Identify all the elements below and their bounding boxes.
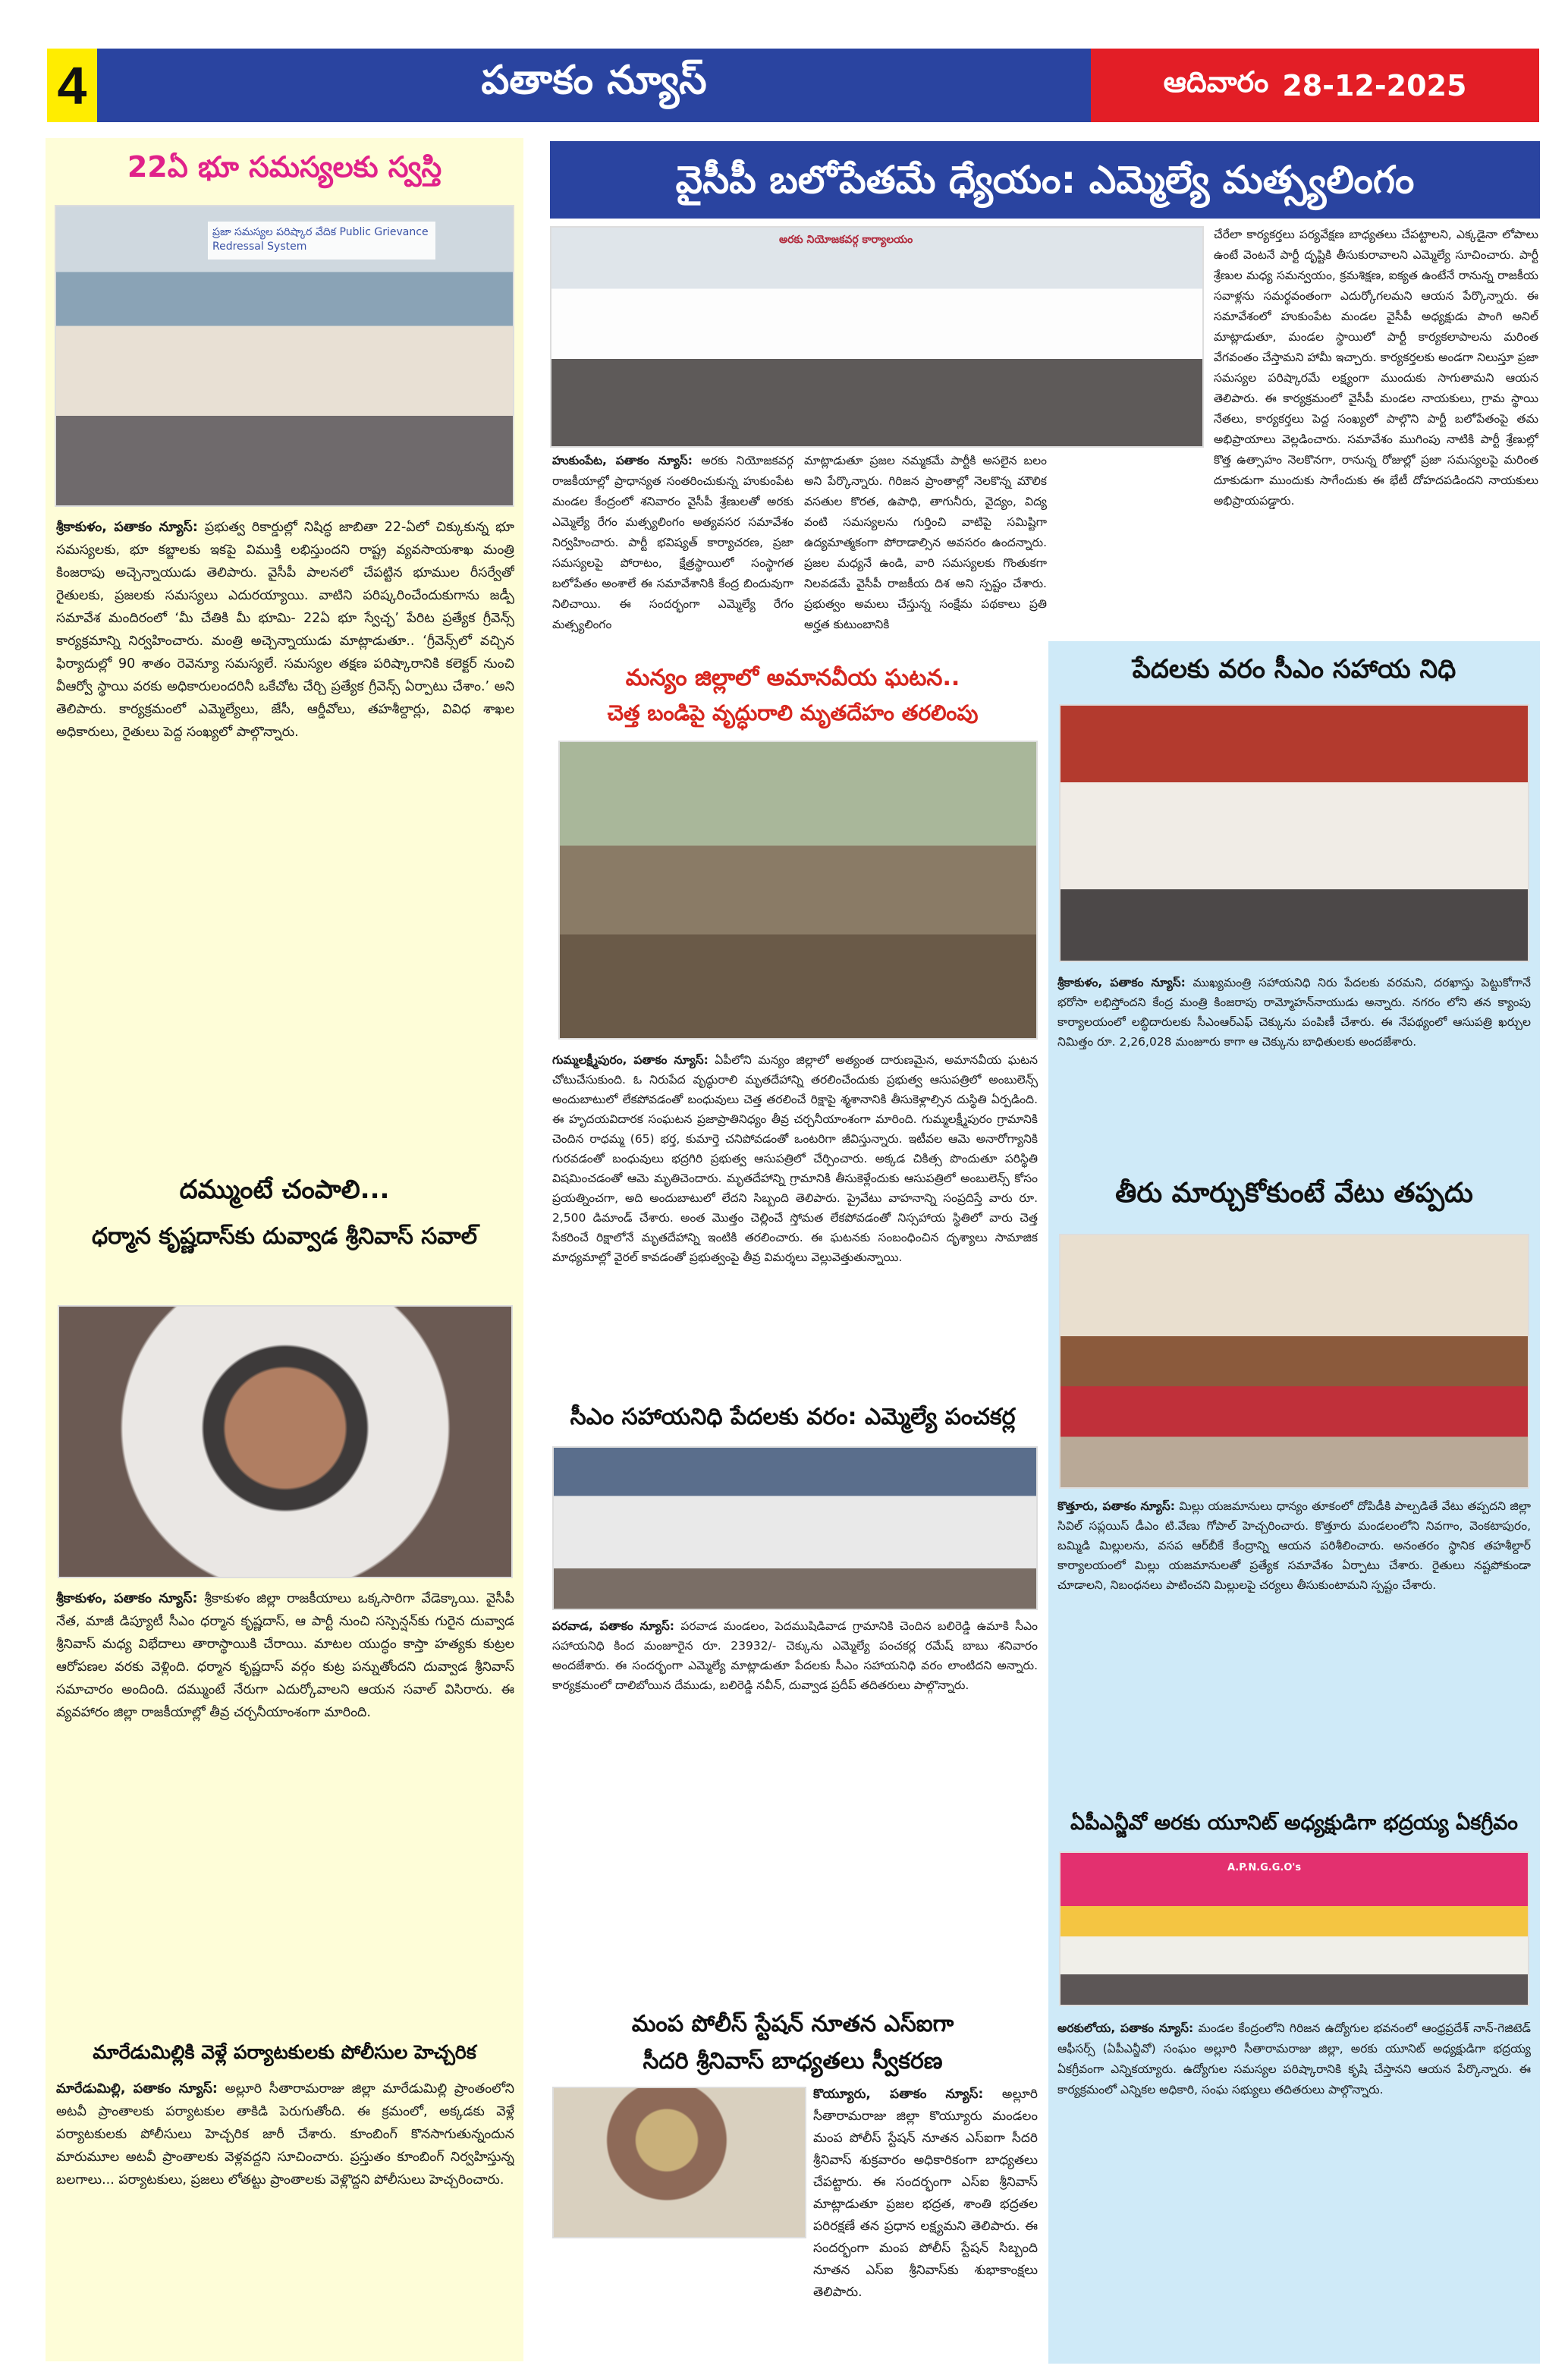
- headline-manyam-1: మన్యం జిల్లాలో అమానవీయ ఘటన..: [625, 665, 960, 692]
- article-text: పరవాడ మండలం, పెదముషిడివాడ గ్రామానికి చెందిన బలిరెడ్డి ఉమాకి సీఎం సహాయనిధి కింద మంజూరైన రూ. 23932/- చెక్కును ఎమ్మెల్యే పంచకర్ల రమేష్ బాబు శనివారం అందజేశారు. ఈ సందర్భంగా ఎమ్మెల్యే మాట్లాడుతూ పేదలకు సీఎం సహాయనిధి వరం లాంటిదని అన్నారు. కార్యక్రమంలో దాలిబోయిన దేముడు, బలిరెడ్డి నవీన్, దువ్వాడ ప్రదీప్ తదితరులు పాల్గొన్నారు.: [552, 1619, 1038, 1692]
- photo-duvvada-srinivas: [58, 1305, 513, 1578]
- photo-si-srinivas: [552, 2087, 806, 2238]
- headline-dharmana: ధర్మాన కృష్ణదాస్‌కు దువ్వాడ శ్రీనివాస్ సవాల్: [91, 1223, 477, 1250]
- newspaper-name: పతాకం న్యూస్: [481, 58, 707, 103]
- article-pedalaku-body: [1057, 973, 1531, 1162]
- article-text: అల్లూరి సీతారామరాజు జిల్లా మారేడుమిల్లి ప్రాంతంలోని అటవీ ప్రాంతాలకు పర్యాటకుల తాకిడి పెరుగుతోంది. ఈ క్రమంలో, అక్కడకు వెళ్లే పర్యాటకులకు పోలీసులు హెచ్చరిక జారీ చేశారు. కూంబింగ్ కొనసాగుతున్నందున మారుమూల అటవీ ప్రాంతాలకు వెళ్లవద్దని సూచించారు. ప్రస్తుతం కూంబింగ్ నిర్వహిస్తున్న బలగాలు... పర్యాటకులు, ప్రజలు లోతట్టు ప్రాంతాలకు వెళ్లొద్దని పోలీసులు హెచ్చరించారు.: [56, 2081, 514, 2188]
- article-manyam-body: [552, 1050, 1038, 1392]
- dateline: శ్రీకాకుళం, పతాకం న్యూస్:: [1057, 976, 1186, 989]
- article-22a-body: [56, 516, 514, 1161]
- article-cmrf-body: [552, 1616, 1038, 2003]
- article-text: ఏపీలోని మన్యం జిల్లాలో అత్యంత దారుణమైన, అమానవీయ ఘటన చోటుచేసుకుంది. ఓ నిరుపేద వృద్ధురాలి మృతదేహాన్ని తరలించేందుకు ప్రభుత్వ ఆసుపత్రిలో అంబులెన్స్ అందుబాటులో లేకపోవడంతో బంధువులు చెత్త తరలించే రిక్షాపై శ్మశానానికి తీసుకెళ్లాల్సిన దుస్థితి ఏర్పడింది. ఈ హృదయవిదారక సంఘటన ప్రజాప్రాతినిధ్యం తీవ్ర చర్చనీయాంశంగా మారింది. గుమ్మలక్ష్మీపురం గ్రామానికి చెందిన రాధమ్మ (65) భర్త, కుమార్తె చనిపోవడంతో ఒంటరిగా జీవిస్తున్నారు. ఇటీవల ఆమె అనారోగ్యానికి గురవడంతో బంధువులు భద్రగిరి ప్రభుత్వ ఆసుపత్రిలో చేర్పించారు. అక్కడ చికిత్స పొందుతూ పరిస్థితి విషమించడంతో ఆమె మృతిచెందారు. మృతదేహాన్ని గ్రామానికి తీసుకెళ్లేందుకు ఆసుపత్రిలో అంబులెన్స్ కోసం ప్రయత్నించగా, అది అందుబాటులో లేదని సిబ్బంది తెలిపారు. ప్రైవేటు వాహనాన్ని సంప్రదిస్తే వారు రూ. 2,500 డిమాండ్ చేశారు. అంత మొత్తం చెల్లించే స్తోమత లేకపోవడంతో నిస్సహాయ స్థితిలో వారు చెత్త సేకరించే రిక్షాలోనే మృతదేహాన్ని ఇంటికి తరలించారు. ఈ ఘటనకు సంబంధించిన దృశ్యాలు సామాజిక మాధ్యమాల్లో వైరల్ కావడంతో ప్రభుత్వంపై తీవ్ర విమర్శలు వెల్లువెత్తుతున్నాయి.: [552, 1053, 1038, 1264]
- day-label: ఆదివారం: [1163, 64, 1269, 99]
- photo-mill-owners-meeting: [1059, 1234, 1529, 1489]
- dateline: అరకులోయ, పతాకం న్యూస్:: [1057, 2021, 1194, 2035]
- photo-cmrf-cheque: [552, 1446, 1038, 1610]
- article-text: మండల కేంద్రంలోని గిరిజన ఉద్యోగుల భవనంలో ఆంధ్రప్రదేశ్ నాన్-గెజిటెడ్ ఆఫీసర్స్ (ఏపీఎన్జీవో) సంఘం అల్లూరి సీతారామరాజు జిల్లా, అరకు యూనిట్ అధ్యక్షుడిగా భద్రయ్య ఏకగ్రీవంగా ఎన్నికయ్యారు. ఉద్యోగుల సమస్యల పరిష్కారానికి కృషి చేస్తానని ఆయన పేర్కొన్నారు. ఈ కార్యక్రమంలో ఎన్నికల అధికారి, సంఘ సభ్యులు తదితరులు పాల్గొన్నారు.: [1057, 2021, 1531, 2097]
- date-label: 28-12-2025: [1282, 68, 1467, 102]
- dateline: మారేడుమిల్లి, పతాకం న్యూస్:: [56, 2081, 218, 2097]
- article-text: ప్రభుత్వ రికార్డుల్లో నిషిద్ధ జాబితా 22-ఏలో చిక్కుకున్న భూ సమస్యలకు, భూ కబ్జాలకు ఇకపై విముక్తి లభిస్తుందని రాష్ట్ర వ్యవసాయశాఖ మంత్రి కింజరాపు అచ్చెన్నాయుడు తెలిపారు. వైసీపీ పాలనలో చేపట్టిన భూముల రీసర్వేతో రైతులకు, ప్రజలకు సమస్యలు ఎదురయ్యాయి. వాటిని పరిష్కరించేందుకుగాను జడ్పీ సమావేశ మందిరంలో ‘మీ చేతికి మీ భూమి- 22ఏ భూ స్వేచ్ఛ’ పేరిట ప్రత్యేక గ్రీవెన్స్ కార్యక్రమాన్ని నిర్వహించారు. మంత్రి అచ్చెన్నాయుడు మాట్లాడుతూ.. ‘గ్రీవెన్స్‌లో వచ్చిన ఫిర్యాదుల్లో 90 శాతం రెవెన్యూ సమస్యలే. సమస్యల తక్షణ పరిష్కారానికి కలెక్టర్ నుంచి వీఆర్వో స్థాయి వరకు అధికారులందరినీ ఒకేచోట చేర్చి ప్రత్యేక గ్రీవెన్స్ ఏర్పాటు చేశాం.’ అని తెలిపారు. కార్యక్రమంలో ఎమ్మెల్యేలు, జేసీ, ఆర్డీవోలు, తహశీల్దార్లు, వివిధ శాఖల అధికారులు, రైతులు పెద్ద సంఖ్యలో పాల్గొన్నారు.: [56, 520, 514, 740]
- article-text: ముఖ్యమంత్రి సహాయనిధి నిరు పేదలకు వరమని, దరఖాస్తు పెట్టుకోగానే భరోసా లభిస్తోందని కేంద్ర మంత్రి కింజరాపు రామ్మోహన్‌నాయుడు అన్నారు. నగరం లోని తన క్యాంపు కార్యాలయంలో లబ్ధిదారులకు సీఎంఆర్ఎఫ్ చెక్కును పంపిణీ చేశారు. ఈ నేపథ్యంలో ఆసుపత్రి ఖర్చుల నిమిత్తం రూ. 2,26,028 మంజూరు కాగా ఆ చెక్కును బాధితులకు అందజేశారు.: [1057, 976, 1531, 1049]
- article-maredumilli-body: [56, 2078, 514, 2358]
- article-text: మిల్లు యజమానులు ధాన్యం తూకంలో దోపిడీకి పాల్పడితే వేటు తప్పదని జిల్లా సివిల్ సప్లయిస్ డీఎం టి.వేణు గోపాల్ హెచ్చరించారు. కొత్తూరు మండలంలోని నివగాం, వెంకటాపురం, బమ్మిడి మిల్లులను, వసప ఆర్‌బీకే కేంద్రాన్ని ఆయన పరిశీలించారు. అనంతరం స్థానిక తహశీల్దార్ కార్యాలయంలో మిల్లు యజమానులతో ప్రత్యేక సమావేశం ఏర్పాటు చేశారు. రైతులు నష్టపోకుండా చూడాలని, నిబంధనలు పాటించని మిల్లులపై చర్యలు తీసుకుంటామని స్పష్టం చేశారు.: [1057, 1499, 1531, 1592]
- headline-dammunte: దమ్ముంటే చంపాలి...: [179, 1174, 390, 1205]
- photo-cmrf-rammohan: [1059, 704, 1529, 962]
- headline-apngo: ఏపీఎన్జీవో అరకు యూనిట్ అధ్యక్షుడిగా భద్రయ్య ఏకగ్రీవం: [1070, 1811, 1518, 1836]
- photo-garbage-rickshaw: [558, 741, 1038, 1040]
- headline-si-1: మంప పోలీస్ స్టేషన్ నూతన ఎస్ఐగా: [631, 2011, 954, 2038]
- article-si-body: [813, 2084, 1038, 2357]
- article-ycp-col1: [552, 451, 793, 640]
- article-ycp-col2: మాట్లాడుతూ ప్రజల నమ్మకమే పార్టీకి అసలైన బలం అని పేర్కొన్నారు. గిరిజన ప్రాంతాల్లో నెలకొన్న మౌలిక వసతుల కొరత, ఉపాధి, తాగునీరు, వైద్యం, విద్య వంటి సమస్యలను గుర్తించి వాటిపై సమిష్టిగా ఉద్యమాత్మకంగా పోరాడాల్సిన అవసరం ఉందన్నారు. ప్రజల మధ్యనే ఉండి, వారి సమస్యలకు గొంతుకగా నిలవడమే వైసీపీ రాజకీయ దిశ అని స్పష్టం చేశారు. ప్రభుత్వం అమలు చేస్తున్న సంక్షేమ పథకాలు ప్రతి అర్హత కుటుంబానికి: [804, 454, 1047, 631]
- article-teeru-body: [1057, 1496, 1531, 1798]
- date-box: [1091, 49, 1539, 122]
- article-text: అల్లూరి సీతారామరాజు జిల్లా కొయ్యూరు మండలం మంప పోలీస్ స్టేషన్ నూతన ఎస్ఐగా సీదరి శ్రీనివాస్ శుక్రవారం అధికారికంగా బాధ్యతలు చేపట్టారు. ఈ సందర్భంగా ఎస్ఐ శ్రీనివాస్ మాట్లాడుతూ ప్రజల భద్రత, శాంతి భద్రతల పరిరక్షణే తన ప్రధాన లక్ష్యమని తెలిపారు. ఈ సందర్భంగా మంప పోలీస్ స్టేషన్ సిబ్బంది నూతన ఎస్ఐ శ్రీనివాస్‌కు శుభాకాంక్షలు తెలిపారు.: [813, 2087, 1038, 2300]
- headline-ycp: వైసీపీ బలోపేతమే ధ్యేయం: ఎమ్మెల్యే మత్స్యలింగం: [550, 141, 1540, 219]
- page-number: 4: [47, 49, 97, 122]
- article-ycp-col3: చేరేలా కార్యకర్తలు పర్యవేక్షణ బాధ్యతలు చేపట్టాలని, ఎక్కడైనా లోపాలు ఉంటే వెంటనే పార్టీ దృష్టికి తీసుకురావాలని ఎమ్మెల్యే సూచించారు. పార్టీ శ్రేణుల మధ్య సమన్వయం, క్రమశిక్షణ, ఐక్యత ఉంటేనే రానున్న రాజకీయ సవాళ్లను సమర్థవంతంగా ఎదుర్కోగలమని ఆయన పేర్కొన్నారు. ఈ సమావేశంలో హుకుంపేట మండల వైసీపీ అధ్యక్షుడు పాంగి అనిల్ మాట్లాడుతూ, మండల స్థాయిలో పార్టీ కార్యకలాపాలను మరింత వేగవంతం చేస్తామని హామీ ఇచ్చారు. కార్యకర్తలకు అండగా నిలుస్తూ ప్రజా సమస్యల పరిష్కారమే లక్ష్యంగా ముందుకు సాగుతామని ఆయన తెలిపారు. ఈ కార్యక్రమంలో వైసీపీ మండల నాయకులు, గ్రామ స్థాయి నేతలు, కార్యకర్తలు పెద్ద సంఖ్యలో పాల్గొని పార్టీ బలోపేతంపై తమ అభిప్రాయాలు వెల్లడించారు. సమావేశం ముగింపు నాటికి పార్టీ శ్రేణుల్లో కొత్త ఉత్సాహం నెలకొనగా, రానున్న రోజుల్లో ప్రజా సమస్యలపై మరింత దూకుడుగా ముందుకు సాగేందుకు ఈ భేటీ దోహదపడిందని నాయకులు అభిప్రాయపడ్డారు.: [1214, 228, 1538, 508]
- banner-text: అరకు నియోజకవర్గ కార్యాలయం: [779, 234, 913, 246]
- dateline: కొత్తూరు, పతాకం న్యూస్:: [1057, 1499, 1175, 1513]
- headline-22a: 22ఏ భూ సమస్యలకు స్వస్తి: [127, 150, 442, 184]
- dateline: హుకుంపేట, పతాకం న్యూస్:: [552, 454, 693, 467]
- article-dammunte-body: [56, 1587, 514, 2027]
- dateline: గుమ్మలక్ష్మీపురం, పతాకం న్యూస్:: [552, 1053, 709, 1067]
- article-text: అరకు నియోజకవర్గ రాజకీయాల్లో ప్రాధాన్యత సంతరించుకున్న హుకుంపేట మండల కేంద్రంలో శనివారం వైసీపీ శ్రేణులతో అరకు ఎమ్మెల్యే రేగం మత్స్యలింగం అత్యవసర సమావేశం నిర్వహించారు. పార్టీ భవిష్యత్ కార్యాచరణ, ప్రజా సమస్యలపై పోరాటం, క్షేత్రస్థాయిలో సంస్థాగత బలోపేతం అంశాలే ఈ సమావేశానికి కేంద్ర బిందువుగా నిలిచాయి. ఈ సందర్భంగా ఎమ్మెల్యే రేగం మత్స్యలింగం: [552, 454, 793, 631]
- headline-maredumilli: మారేడుమిల్లికి వెళ్లే పర్యాటకులకు పోలీసుల హెచ్చరిక: [93, 2041, 476, 2064]
- photo-apngo-members: [1059, 1851, 1529, 2006]
- banner-text: A.P.N.G.G.O's: [1227, 1862, 1302, 1873]
- article-apngo-body: [1057, 2018, 1531, 2356]
- dateline: శ్రీకాకుళం, పతాకం న్యూస్:: [56, 520, 198, 535]
- dateline: పరవాడ, పతాకం న్యూస్:: [552, 1619, 674, 1633]
- dateline: కొయ్యూరు, పతాకం న్యూస్:: [813, 2087, 984, 2102]
- photo-ycp-meeting: [550, 226, 1204, 448]
- headline-teeru-marchukokunte: తీరు మార్చుకోకుంటే వేటు తప్పదు: [1115, 1177, 1473, 1209]
- headline-si-2: సీదరి శ్రీనివాస్ బాధ్యతలు స్వీకరణ: [643, 2048, 943, 2075]
- headline-manyam-2: చెత్త బండిపై వృద్ధురాలి మృతదేహం తరలింపు: [607, 700, 979, 725]
- article-text: శ్రీకాకుళం జిల్లా రాజకీయాలు ఒక్కసారిగా వేడెక్కాయి. వైసీపీ నేత, మాజీ డిప్యూటీ సీఎం ధర్మాన కృష్ణదాస్, ఆ పార్టీ నుంచి సస్పెన్షన్‌కు గురైన దువ్వాడ శ్రీనివాస్ మధ్య విభేదాలు తారాస్థాయికి చేరాయి. మాటల యుద్ధం కాస్తా హత్యకు కుట్రల ఆరోపణల వరకు వెళ్లింది. ధర్మాన కృష్ణదాస్ వర్గం కుట్ర పన్నుతోందని దువ్వాడ శ్రీనివాస్ సమాచారం అందింది. దమ్ముంటే నేరుగా ఎదుర్కోవాలని ఆయన సవాల్ విసిరారు. ఈ వ్యవహారం జిల్లా రాజకీయాల్లో తీవ్ర చర్చనీయాంశంగా మారింది.: [56, 1591, 514, 1720]
- photo-grievance-meeting: [55, 205, 514, 507]
- headline-cmrf-panchakarla: సీఎం సహాయనిధి పేదలకు వరం: ఎమ్మెల్యే పంచకర్ల: [570, 1404, 1016, 1431]
- dateline: శ్రీకాకుళం, పతాకం న్యూస్:: [56, 1591, 198, 1606]
- banner-text: ప్రజా సమస్యల పరిష్కార వేదిక Public Grievance Redressal System: [208, 222, 435, 260]
- headline-pedalaku-varam: పేదలకు వరం సీఎం సహాయ నిధి: [1132, 653, 1456, 684]
